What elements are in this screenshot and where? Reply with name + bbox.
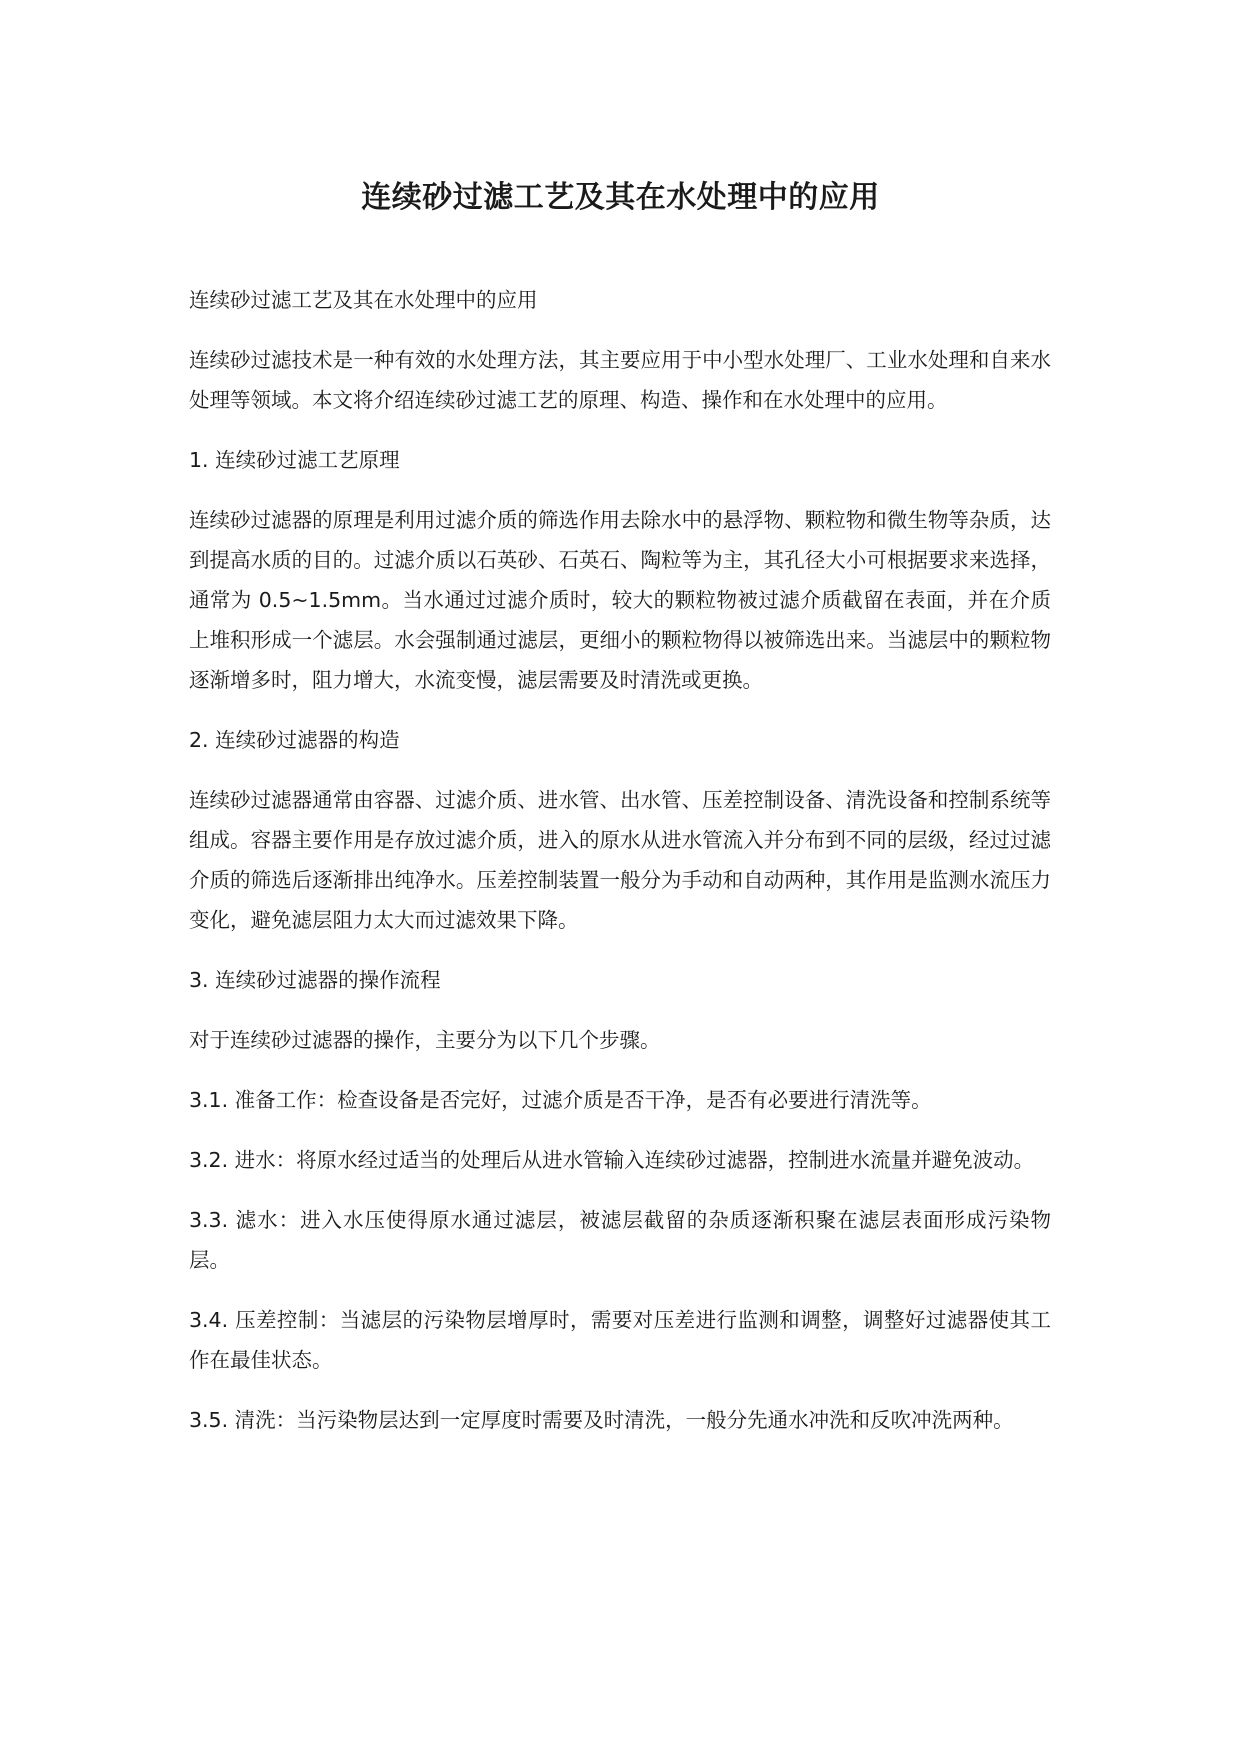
step-cleaning: 3.5. 清洗：当污染物层达到一定厚度时需要及时清洗，一般分先通水冲洗和反吹冲洗两种。 (189, 1408, 1014, 1432)
step-pressure-control: 3.4. 压差控制：当滤层的污染物层增厚时，需要对压差进行监测和调整，调整好过滤器使其工作在最佳状态。 (189, 1308, 1051, 1372)
document-title: 连续砂过滤工艺及其在水处理中的应用 (361, 180, 880, 215)
step-water-inlet: 3.2. 进水：将原水经过适当的处理后从进水管输入连续砂过滤器，控制进水流量并避免波动。 (189, 1148, 1035, 1172)
operation-intro-paragraph: 对于连续砂过滤器的操作，主要分为以下几个步骤。 (189, 1028, 661, 1052)
document-body (189, 280, 1051, 1460)
subtitle-paragraph: 连续砂过滤工艺及其在水处理中的应用 (189, 288, 538, 312)
structure-paragraph: 连续砂过滤器通常由容器、过滤介质、进水管、出水管、压差控制设备、清洗设备和控制系统等组成。容器主要作用是存放过滤介质，进入的原水从进水管流入并分布到不同的层级，经过过滤介质的筛选后逐渐排出纯净水。压差控制装置一般分为手动和自动两种，其作用是监测水流压力变化，避免滤层阻力太大而过滤效果下降。 (189, 788, 1051, 932)
section-heading-principle: 1. 连续砂过滤工艺原理 (189, 448, 400, 472)
step-preparation: 3.1. 准备工作：检查设备是否完好，过滤介质是否干净，是否有必要进行清洗等。 (189, 1088, 932, 1112)
section-heading-structure: 2. 连续砂过滤器的构造 (189, 728, 400, 752)
step-filtration: 3.3. 滤水：进入水压使得原水通过滤层，被滤层截留的杂质逐渐积聚在滤层表面形成污染物层。 (189, 1208, 1051, 1272)
principle-paragraph: 连续砂过滤器的原理是利用过滤介质的筛选作用去除水中的悬浮物、颗粒物和微生物等杂质，达到提高水质的目的。过滤介质以石英砂、石英石、陶粒等为主，其孔径大小可根据要求来选择，通常为 0.5~1.5mm。当水通过过滤介质时，较大的颗粒物被过滤介质截留在表面，并在介质上堆积形成一个滤层。水会强制通过滤层，更细小的颗粒物得以被筛选出来。当滤层中的颗粒物逐渐增多时，阻力增大，水流变慢，滤层需要及时清洗或更换。 (189, 508, 1051, 692)
section-heading-operation: 3. 连续砂过滤器的操作流程 (189, 968, 441, 992)
intro-paragraph: 连续砂过滤技术是一种有效的水处理方法，其主要应用于中小型水处理厂、工业水处理和自来水处理等领域。本文将介绍连续砂过滤工艺的原理、构造、操作和在水处理中的应用。 (189, 348, 1051, 412)
